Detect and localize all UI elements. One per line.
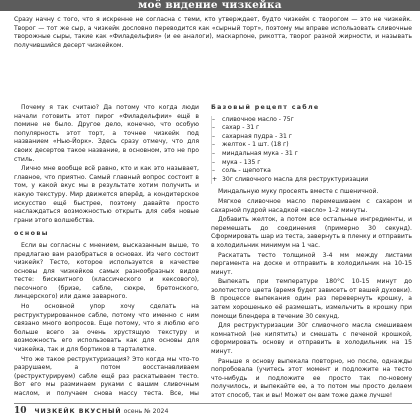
ingredient-text: миндальная мука - 31 г: [222, 149, 298, 157]
left-column: [14, 104, 199, 398]
paragraph: Что же такое реструктуризация? Это когда мы что-то разрушаем, а потом восстанавливаем (реструктурируем) сабле ещё раз раскатываем тесто. Вот его мы разминаем руками с вашим сливочным маслом, и получаем снова массу теста. Все, мы: [14, 355, 199, 397]
magazine-name: ЧИЗКЕЙК ВКУСНЫЙ: [34, 408, 122, 415]
page-title: моё видение чизкейка: [138, 0, 282, 11]
recipe-step: Мягкое сливочное масло перемешиваем с сахаром и сахарной пудрой насадкой «весло» 1–2 минуты.: [211, 197, 412, 214]
dash-icon: –: [212, 141, 216, 149]
paragraph: Почему я так считаю? Да потому что когда люди начали готовить этот пирог «Филадельфии» ещё в помине не было. Другое дело, конечно, что особую популярность этот торт, а точнее чизкейк под названием «Нью-Йорк». Здесь сразу отмечу, что для своих десертов такое название, в основном, это не про стиль.: [14, 104, 199, 163]
ingredient-text: 30г сливочного масла для реструктуризации: [222, 175, 369, 183]
recipe-step: Раскатать тесто толщиной 3-4 мм между листами пергамента на доске и отправить в холодильник на 10-15 минут.: [211, 251, 412, 276]
ingredient-item: [212, 167, 412, 176]
recipe-heading: Базовый рецепт сабле: [211, 104, 320, 111]
intro-paragraph: Сразу начну с того, что я искренне не согласна с теми, кто утверждает, будто чизкейк с творогом — это не чизкейк. Творог — тот же сыр, а чизкейк дословно переводится как «сырный торт», поэтому мы вправе использовать сливочные творожные сыры, такие как «Филадельфия» (и ее аналоги), маскарпоне, рикотта, творог разной жирности, и называть получившийся десерт чизкейком.: [14, 16, 412, 49]
ingredient-item: [212, 141, 412, 150]
ingredient-item: [212, 150, 412, 159]
ingredient-text: сливочное масло - 75г: [222, 115, 294, 123]
section-heading: основы: [14, 230, 49, 238]
dash-icon: –: [212, 132, 216, 140]
issue-label: осень № 2024: [123, 408, 169, 415]
paragraph: Лично мне вообще всё равно, кто и как это называет, главное, что приятно. Самый главный вопрос состоит в том, у какой вкус мы в результате хотим получить и какую текстуру. Мир движется вперёд, а кондитерское искусство ещё быстрее, поэтому давайте просто наслаждаться возможностью открыть для себя новые грани этого волшебства.: [14, 165, 199, 224]
plus-icon: +: [212, 175, 218, 183]
dash-icon: –: [212, 149, 216, 157]
ingredient-item: [212, 133, 412, 142]
page-footer: [14, 404, 412, 418]
ingredient-item: [212, 176, 412, 185]
dash-icon: –: [212, 158, 216, 166]
dash-icon: –: [212, 115, 216, 123]
ingredient-text: сахар - 31 г: [222, 124, 260, 132]
ingredient-item: [212, 124, 412, 133]
recipe-step: Выпекать при температуре 180°С 10-15 минут до золотистого цвета (время будет зависеть от вашей духовки). В процессе выпекания один раз перевернуть крошку, а затем хорошенько её размешать, измельчить в крошку при помощи блендера в течение 30 секунд.: [211, 278, 412, 320]
recipe-step: Раньше я основу выпекала повторно, но после, однажды попробовала (учитесь этот момент и подложите на тесто что-нибудь и подложите ее просто так по-новому получилось, и выпекайте ее, а то потом мы просто делаем этот способ, так и вы! Может он вам тоже даже лучше!: [211, 357, 412, 398]
ingredient-list: [211, 116, 412, 185]
ingredient-text: мука - 135 г: [222, 158, 261, 166]
ingredient-item: [212, 116, 412, 125]
paragraph: Но основной упор хочу сделать на реструктурированное сабле, потому что именно с ним связано много вопросов. Еще потому, что я люблю его больше всего за очень хрустящую текстуру и возможность его использовать как для основы для чизкейка, так и для бортиков в тарталетке.: [14, 303, 199, 354]
recipe-step: Добавить желток, а потом все остальные ингредиенты, и перемешать до соединения (примерно 30 секунд). Сформировать шар из теста, завернуть в пленку и отправить в холодильник минимум на 1 час.: [211, 216, 412, 249]
right-column: [211, 104, 412, 398]
recipe-step: Миндальную муку просеять вместе с пшеничной.: [218, 188, 379, 196]
ingredient-text: желток - 1 шт. (18 г): [222, 141, 289, 149]
ingredient-text: сахарная пудра - 31 г: [222, 132, 292, 140]
paragraph: Если вы согласны с мнением, высказанным выше, то предлагаю вам разобраться в основах. Из чего состоит чизкейк? Тесто, которое используется в качестве основы для чизкейков самых разнообразных видов тесте: бисквитного (классического и кексового), песочного (бризе, сабле, сюкре, бретонского, линцерского) или даже заварного.: [14, 241, 199, 301]
recipe-step: Для реструктуризации 30г сливочного масла смешиваем комнатной (не кипятить) и смешать с печеной крошкой, сформировать основу и отправить в холодильник на 15 минут.: [211, 322, 412, 356]
dash-icon: –: [212, 124, 216, 132]
ingredient-text: соль - щепотка: [222, 167, 271, 175]
dash-icon: –: [212, 167, 216, 175]
page-number: 10: [14, 406, 27, 416]
ingredient-item: [212, 159, 412, 168]
